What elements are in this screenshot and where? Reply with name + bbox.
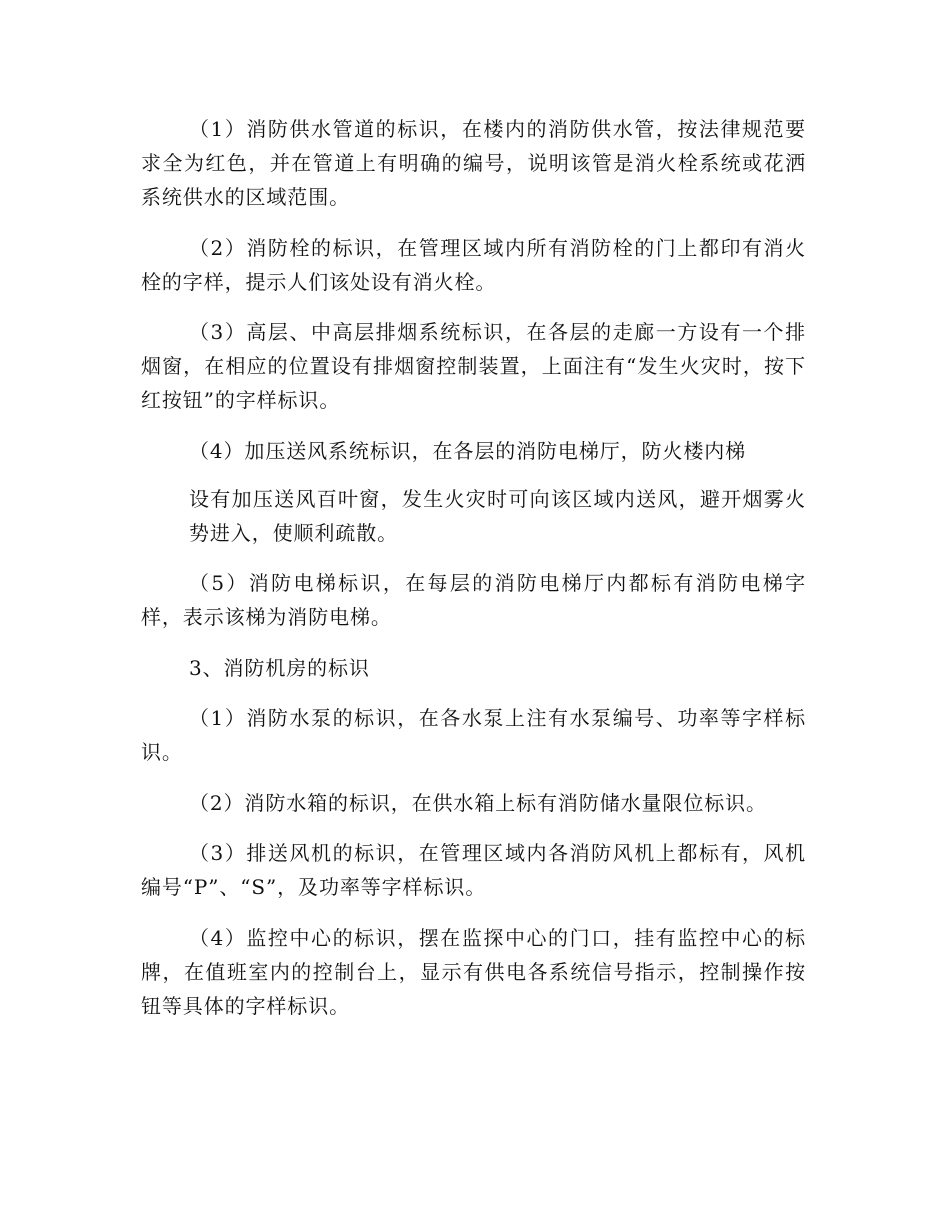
paragraph-pressurized-air-supply: （4）加压送风系统标识，在各层的消防电梯厅，防火楼内梯 (189, 438, 747, 463)
paragraph-fire-water-pipe: （1）消防供水管道的标识，在楼内的消防供水管，按法律规范要求全为红色，并在管道上有明确的编号，说明该管是消火栓系统或花洒系统供水的区域范围。 (141, 117, 806, 209)
paragraph-fire-hydrant: （2）消防栓的标识，在管理区域内所有消防栓的门上都印有消火栓的字样，提示人们该处设有消火栓。 (141, 235, 806, 294)
paragraph-fire-water-tank: （2）消防水箱的标识，在供水箱上标有消防储水量限位标识。 (189, 790, 767, 815)
paragraph-smoke-exhaust: （3）高层、中高层排烟系统标识，在各层的走廊一方设有一个排烟窗，在相应的位置设有排烟窗控制装置，上面注有“发生火灾时，按下红按钮”的字样标识。 (141, 320, 806, 412)
paragraph-pressurized-air-supply-continued: 设有加压送风百叶窗，发生火灾时可向该区域内送风，避开烟雾火势进入，使顺利疏散。 (189, 486, 806, 545)
section-heading-fire-machine-room: 3、消防机房的标识 (189, 655, 370, 680)
document-body (141, 112, 806, 1039)
paragraph-fire-pump: （1）消防水泵的标识，在各水泵上注有水泵编号、功率等字样标识。 (141, 706, 806, 764)
paragraph-monitoring-center: （4）监控中心的标识，摆在监探中心的门口，挂有监控中心的标牌，在值班室内的控制台上，显示有供电各系统信号指示，控制操作按钮等具体的字样标识。 (141, 925, 806, 1018)
paragraph-fire-elevator: （5）消防电梯标识，在每层的消防电梯厅内都标有消防电梯字样，表示该梯为消防电梯。 (141, 571, 806, 629)
paragraph-exhaust-fan: （3）排送风机的标识，在管理区域内各消防风机上都标有，风机编号“P”、“S”，及功率等字样标识。 (141, 841, 806, 899)
